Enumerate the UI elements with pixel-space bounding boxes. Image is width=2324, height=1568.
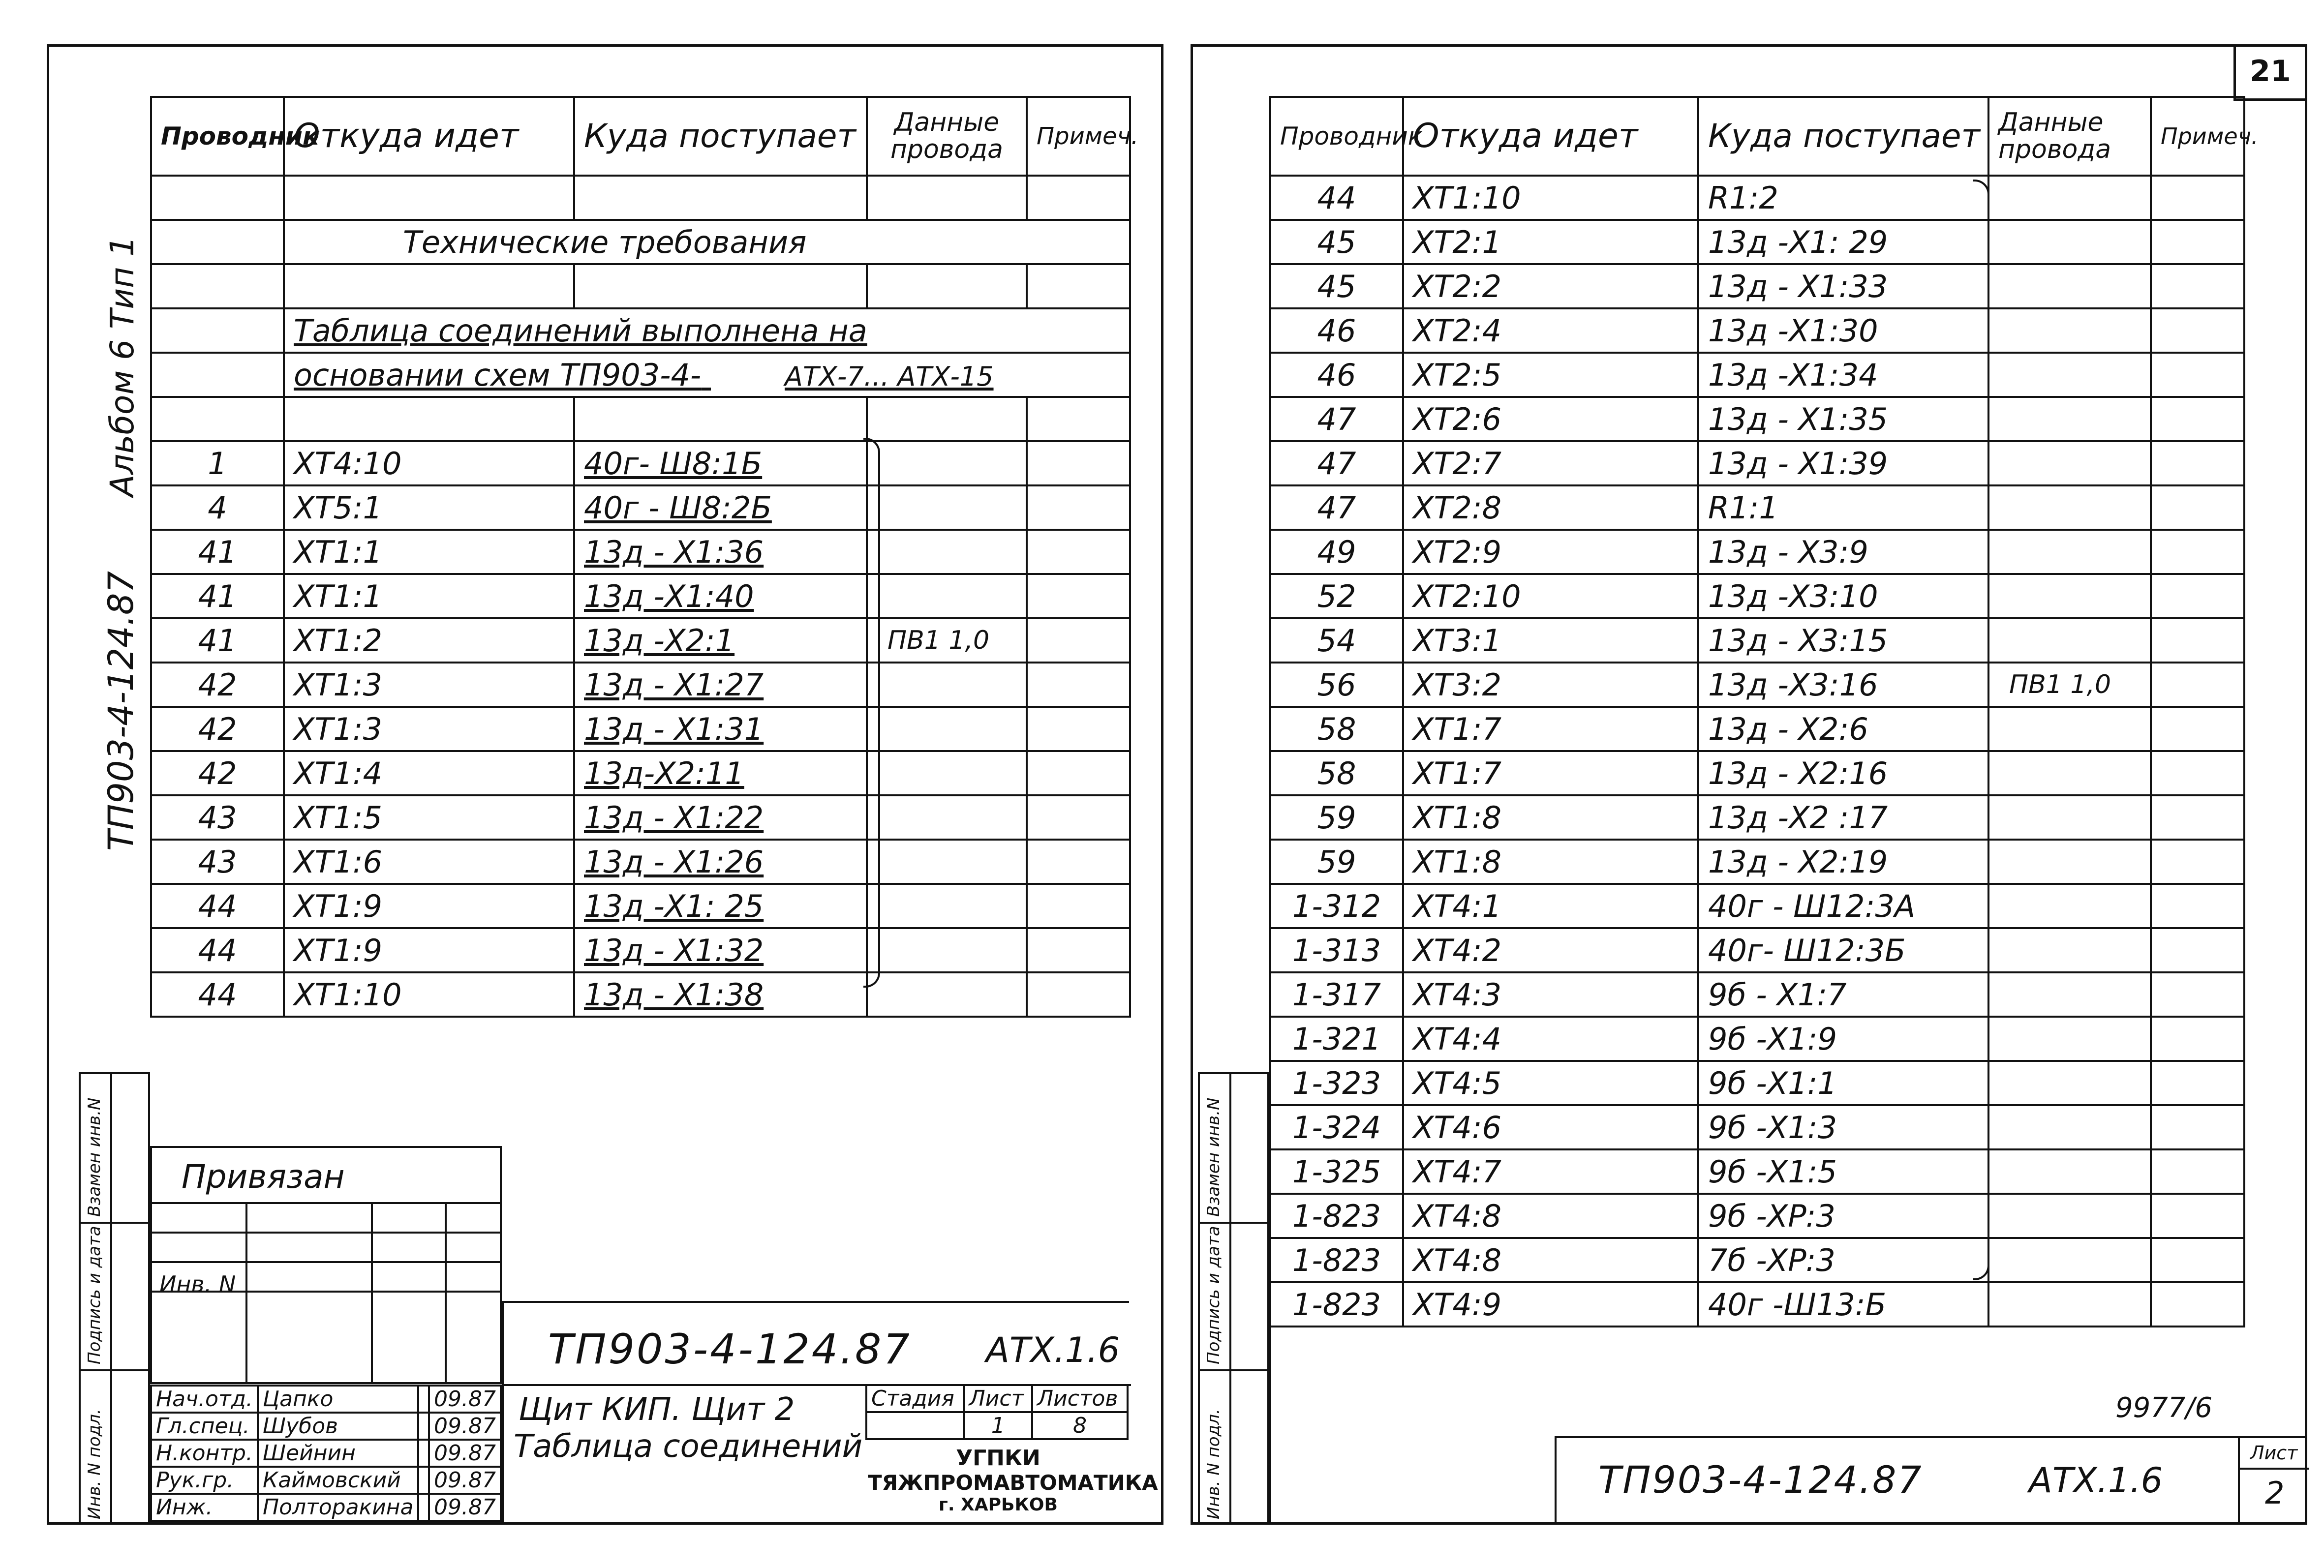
table-row: 1-317 XT4:3 9б - X1:7 <box>1270 972 2244 1017</box>
signer-row: Н.контр. Шейнин 09.87 <box>151 1440 501 1467</box>
table-row: 45 XT2:1 13д -X1: 29 <box>1270 220 2244 264</box>
col-wire-header: Проводник <box>151 97 284 176</box>
requirement-scheme: основании схем ТП903-4- <box>294 357 702 393</box>
signer-row: Инж. Полторакина 09.87 <box>151 1494 501 1521</box>
org-line-2: ТЯЖПРОМАВТОМАТИКА <box>868 1471 1158 1495</box>
table-row: 1-321 XT4:4 9б -X1:9 <box>1270 1017 2244 1061</box>
title-line-2: Таблица соединений <box>514 1428 863 1465</box>
table-row: 1-325 XT4:7 9б -X1:5 <box>1270 1149 2244 1194</box>
table-row: 56 XT3:2 13д -X3:16 ПВ1 1,0 <box>1270 663 2244 707</box>
table-row: 42 XT1:3 13д - X1:27 <box>151 663 1130 707</box>
stage-value <box>866 1412 964 1439</box>
org-line-3: г. ХАРЬКОВ <box>939 1495 1058 1515</box>
col-data-header: Данные провода <box>867 97 1027 176</box>
doc-sheet-code: АТХ.1.6 <box>2029 1460 2163 1501</box>
wire-group-brace-right <box>1973 180 1989 1280</box>
requirement-scheme-range: АТХ-7... АТХ-15 <box>785 361 994 392</box>
sheet-value: 1 <box>964 1412 1032 1439</box>
replaced-inv-label: Взамен инв.N <box>1204 1097 1223 1217</box>
table-row: 46 XT2:5 13д -X1:34 <box>1270 353 2244 397</box>
requirement-line-1: Таблица соединений выполнена на <box>284 308 1130 353</box>
signer-row: Гл.спец. Шубов 09.87 <box>151 1413 501 1440</box>
archive-number: 9977/6 <box>2115 1392 2213 1424</box>
sheets-head: Листов <box>1032 1385 1128 1412</box>
table-row: 44 XT1:9 13д - X1:32 <box>151 928 1130 972</box>
table-row: 46 XT2:4 13д -X1:30 <box>1270 308 2244 353</box>
table-row: 59 XT1:8 13д - X2:19 <box>1270 840 2244 884</box>
right-side-stamp <box>1198 1072 1269 1525</box>
table-row: 49 XT2:9 13д - X3:9 <box>1270 530 2244 574</box>
sheets-value: 8 <box>1032 1412 1128 1439</box>
table-row: 1-324 XT4:6 9б -X1:3 <box>1270 1105 2244 1149</box>
signer-row: Нач.отд. Цапко 09.87 <box>151 1386 501 1413</box>
right-connections-table <box>1269 96 2259 1327</box>
table-row: 58 XT1:7 13д - X2:6 <box>1270 707 2244 751</box>
wire-data-left: ПВ1 1,0 <box>867 618 1027 663</box>
stage-table <box>865 1384 1129 1440</box>
doc-sheet-code: АТХ.1.6 <box>986 1330 1120 1370</box>
table-row: 1-823 XT4:8 7б -XP:3 <box>1270 1238 2244 1282</box>
sheet-head: Лист <box>2250 1442 2298 1464</box>
title-stamp <box>502 1301 1158 1525</box>
sheet-number-box <box>2233 47 2305 101</box>
signers-table <box>150 1385 502 1522</box>
table-row: 1-823 XT4:8 9б -XP:3 <box>1270 1194 2244 1238</box>
table-row: 45 XT2:2 13д - X1:33 <box>1270 264 2244 308</box>
stage-head: Стадия <box>866 1385 964 1412</box>
table-row: 44 XT1:10 R1:2 <box>1270 176 2244 220</box>
col-note-header: Примеч. <box>2151 97 2244 176</box>
table-row: 42 XT1:4 13д-X2:11 <box>151 751 1130 795</box>
table-row: 58 XT1:7 13д - X2:16 <box>1270 751 2244 795</box>
wire-group-brace-left <box>863 438 880 988</box>
table-row: 47 XT2:7 13д - X1:39 <box>1270 441 2244 485</box>
table-row: 1-313 XT4:2 40г- Ш12:3Б <box>1270 928 2244 972</box>
bound-label: Привязан <box>182 1158 345 1196</box>
table-row: 43 XT1:6 13д - X1:26 <box>151 840 1130 884</box>
org-name <box>868 1446 1158 1515</box>
sheet-number: 21 <box>2250 54 2291 89</box>
table-row: 47 XT2:8 R1:1 <box>1270 485 2244 530</box>
org-line-1: УГПКИ <box>956 1446 1040 1471</box>
wire-data-right: ПВ1 1,0 <box>1988 663 2151 707</box>
signature-date-label: Подпись и дата <box>85 1226 104 1364</box>
right-title-stamp <box>1555 1436 2307 1525</box>
table-row: 41 XT1:1 13д - X1:36 <box>151 530 1130 574</box>
table-row: 52 XT2:10 13д -X3:10 <box>1270 574 2244 618</box>
right-rows <box>1270 176 2244 1327</box>
table-row: 4 XT5:1 40г - Ш8:2Б <box>151 485 1130 530</box>
table-row: 1-312 XT4:1 40г - Ш12:3А <box>1270 884 2244 928</box>
doc-code: ТП903-4-124.87 <box>1598 1458 1923 1502</box>
col-data-header: Данные провода <box>1988 97 2151 176</box>
tech-requirements-title: Технические требования <box>284 220 1130 264</box>
doc-side-label: ТП903-4-124.87 <box>101 571 141 851</box>
signer-row: Рук.гр. Каймовский 09.87 <box>151 1467 501 1494</box>
col-to-header: Куда поступает <box>1698 97 1988 176</box>
sheet-head: Лист <box>964 1385 1032 1412</box>
col-wire-header: Проводник <box>1270 97 1403 176</box>
table-row: 1 XT4:10 40г- Ш8:1Б <box>151 441 1130 485</box>
title-line-1: Щит КИП. Щит 2 <box>519 1391 795 1428</box>
inv-label: Инв. N <box>159 1271 236 1297</box>
signature-date-label: Подпись и дата <box>1204 1226 1223 1364</box>
table-row: 42 XT1:3 13д - X1:31 <box>151 707 1130 751</box>
table-row: 59 XT1:8 13д -X2 :17 <box>1270 795 2244 840</box>
table-row: 54 XT3:1 13д - X3:15 <box>1270 618 2244 663</box>
table-row: 1-823 XT4:9 40г -Ш13:Б <box>1270 1282 2244 1327</box>
inv-orig-label: Инв. N подл. <box>85 1409 104 1519</box>
left-rows <box>151 441 1130 1017</box>
sheet-value: 2 <box>2265 1475 2285 1511</box>
left-side-stamp <box>79 1072 150 1525</box>
table-row: 43 XT1:5 13д - X1:22 <box>151 795 1130 840</box>
table-row: 47 XT2:6 13д - X1:35 <box>1270 397 2244 441</box>
table-row: 1-323 XT4:5 9б -X1:1 <box>1270 1061 2244 1105</box>
table-row: 44 XT1:10 13д - X1:38 <box>151 972 1130 1017</box>
requirement-line-2 <box>284 353 1130 397</box>
table-row: 44 XT1:9 13д -X1: 25 <box>151 884 1130 928</box>
table-row: 41 XT1:1 13д -X1:40 <box>151 574 1130 618</box>
col-note-header: Примеч. <box>1027 97 1130 176</box>
left-connections-table <box>150 96 1139 1018</box>
replaced-inv-label: Взамен инв.N <box>85 1097 104 1217</box>
doc-code: ТП903-4-124.87 <box>548 1325 912 1373</box>
right-page <box>1171 0 2324 1568</box>
album-label: Альбом 6 Тип 1 <box>103 236 141 497</box>
inv-orig-label: Инв. N подл. <box>1204 1409 1223 1519</box>
col-from-header: Откуда идет <box>284 97 574 176</box>
binding-block <box>150 1146 502 1382</box>
col-to-header: Куда поступает <box>574 97 867 176</box>
table-row: 41 XT1:2 13д -X2:1 ПВ1 1,0 <box>151 618 1130 663</box>
col-from-header: Откуда идет <box>1403 97 1698 176</box>
